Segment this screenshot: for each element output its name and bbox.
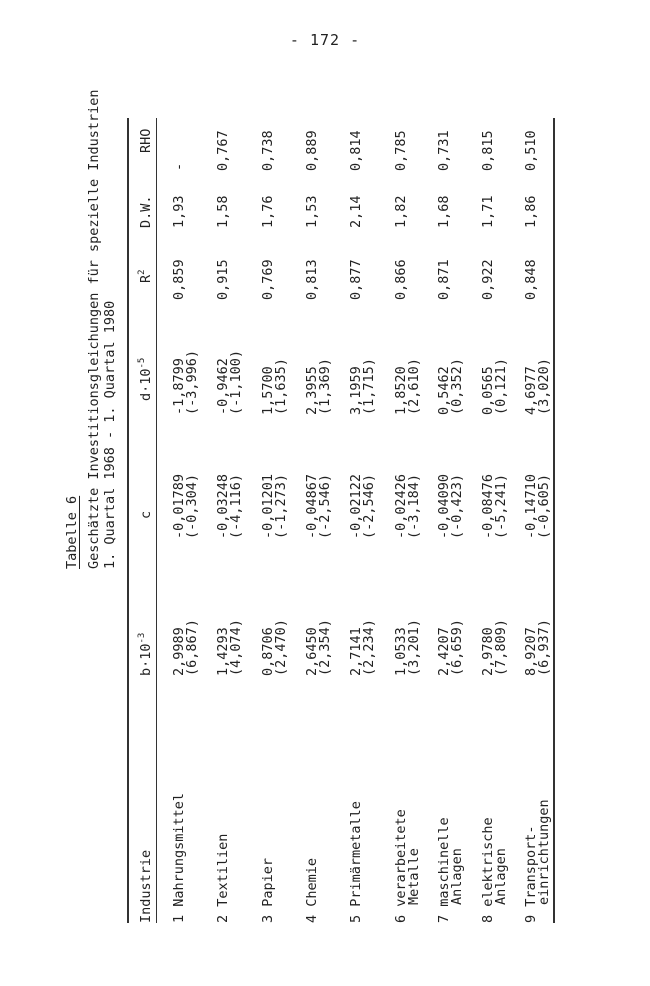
cell-r2: 0,866 <box>393 259 409 300</box>
cell-r2: 0,877 <box>348 259 364 300</box>
cell-d: 0,5462 <box>436 366 452 415</box>
cell-dw: 1,76 <box>260 195 276 228</box>
cell-c: -0,04090 <box>436 473 452 539</box>
industry-name: 7 maschinelle <box>436 817 452 923</box>
cell-c-t-value: (-1,273) <box>273 473 289 539</box>
cell-c-t-value: (-0,423) <box>449 473 465 539</box>
cell-d: 3,1959 <box>348 366 364 415</box>
cell-c: -0,01201 <box>260 473 276 539</box>
cell-c-t-value: (-5,241) <box>493 473 509 539</box>
cell-d: 1,5700 <box>260 366 276 415</box>
industry-name: 8 elektrische <box>480 817 496 923</box>
page-number: - 172 - <box>289 31 361 49</box>
cell-rho: - <box>171 162 187 171</box>
rotated-table-block <box>66 88 561 923</box>
header-r2: $R^2$ <box>137 269 154 283</box>
cell-b: 2,9780 <box>480 627 496 676</box>
industry-name: 6 verarbeitete <box>393 809 409 923</box>
cell-rho: 0,731 <box>436 130 452 171</box>
cell-b: 2,4207 <box>436 627 452 676</box>
cell-b-t-value: (6,659) <box>449 619 465 676</box>
cell-d: -0,9462 <box>215 358 231 415</box>
cell-r2: 0,859 <box>171 259 187 300</box>
header-industrie: Industrie <box>138 849 154 923</box>
cell-dw: 1,86 <box>523 195 539 228</box>
industry-name: 3 Papier <box>260 857 276 923</box>
cell-r2: 0,769 <box>260 259 276 300</box>
cell-d-t-value: (0,121) <box>493 358 509 415</box>
industry-name: 2 Textilien <box>215 833 231 923</box>
industry-name: 5 Primärmetalle <box>348 801 364 923</box>
cell-rho: 0,510 <box>523 130 539 171</box>
industry-name: 1 Nahrungsmittel <box>171 792 187 923</box>
cell-b-t-value: (6,937) <box>536 619 552 676</box>
cell-d: 2,3955 <box>304 366 320 415</box>
industry-name-continued: Anlagen <box>493 848 509 905</box>
cell-d: 4,6977 <box>523 366 539 415</box>
cell-c: -0,01789 <box>171 473 187 539</box>
cell-r2: 0,922 <box>480 259 496 300</box>
cell-d-t-value: (3,020) <box>536 358 552 415</box>
cell-b: 2,9989 <box>171 627 187 676</box>
table-bottom-rule <box>553 118 555 923</box>
cell-d-t-value: (2,610) <box>406 358 422 415</box>
cell-b-t-value: (7,809) <box>493 619 509 676</box>
cell-rho: 0,815 <box>480 130 496 171</box>
cell-b: 1,0533 <box>393 627 409 676</box>
cell-b-t-value: (2,470) <box>273 619 289 676</box>
cell-c: -0,14710 <box>523 473 539 539</box>
cell-c-t-value: (-0,605) <box>536 473 552 539</box>
cell-d: -1,8799 <box>171 358 187 415</box>
table-caption-line-2: 1. Quartal 1968 - 1. Quartal 1980 <box>102 300 118 569</box>
cell-b-t-value: (2,234) <box>361 619 377 676</box>
cell-rho: 0,889 <box>304 130 320 171</box>
industry-name-continued: Anlagen <box>449 848 465 905</box>
industry-name-continued: einrichtungen <box>536 799 552 905</box>
cell-b: 8,9207 <box>523 627 539 676</box>
cell-c-t-value: (-2,546) <box>317 473 333 539</box>
header-b: $b\cdot 10^{-3}$ <box>137 632 154 676</box>
cell-d-t-value: (1,635) <box>273 358 289 415</box>
table-caption-line-1: Geschätzte Investitionsgleichungen für spezielle Industrien <box>86 89 102 569</box>
cell-c-t-value: (-4,116) <box>228 473 244 539</box>
cell-dw: 1,58 <box>215 195 231 228</box>
cell-c: -0,02122 <box>348 473 364 539</box>
cell-r2: 0,915 <box>215 259 231 300</box>
cell-b-t-value: (3,201) <box>406 619 422 676</box>
cell-b: 2,6450 <box>304 627 320 676</box>
cell-b-t-value: (6,867) <box>184 619 200 676</box>
cell-d: 1,8520 <box>393 366 409 415</box>
cell-c-t-value: (-2,546) <box>361 473 377 539</box>
header-c: c <box>138 510 154 519</box>
cell-rho: 0,738 <box>260 130 276 171</box>
cell-dw: 1,82 <box>393 195 409 228</box>
cell-rho: 0,814 <box>348 130 364 171</box>
cell-b: 0,8706 <box>260 627 276 676</box>
cell-b-t-value: (2,354) <box>317 619 333 676</box>
cell-c: -0,03248 <box>215 473 231 539</box>
industry-name-continued: Metalle <box>406 848 422 905</box>
cell-dw: 1,68 <box>436 195 452 228</box>
header-dw: D.W. <box>138 195 154 228</box>
table-title: Tabelle 6 <box>64 495 80 569</box>
cell-d: 0,0565 <box>480 366 496 415</box>
cell-rho: 0,767 <box>215 130 231 171</box>
cell-c: -0,04867 <box>304 473 320 539</box>
cell-dw: 1,93 <box>171 195 187 228</box>
cell-c-t-value: (-0,304) <box>184 473 200 539</box>
cell-d-t-value: (-3,996) <box>184 349 200 415</box>
table-header-rule <box>156 118 157 923</box>
cell-c-t-value: (-3,184) <box>406 473 422 539</box>
industry-name: 9 Transport- <box>523 825 539 923</box>
cell-d-t-value: (1,715) <box>361 358 377 415</box>
header-rho: RHO <box>138 128 154 153</box>
cell-c: -0,02426 <box>393 473 409 539</box>
cell-d-t-value: (0,352) <box>449 358 465 415</box>
industry-name: 4 Chemie <box>304 857 320 923</box>
cell-r2: 0,871 <box>436 259 452 300</box>
cell-rho: 0,785 <box>393 130 409 171</box>
cell-d-t-value: (-1,100) <box>228 349 244 415</box>
cell-b: 2,7141 <box>348 627 364 676</box>
cell-d-t-value: (1,369) <box>317 358 333 415</box>
cell-b-t-value: (4,074) <box>228 619 244 676</box>
cell-dw: 2,14 <box>348 195 364 228</box>
cell-r2: 0,848 <box>523 259 539 300</box>
cell-dw: 1,53 <box>304 195 320 228</box>
table-top-rule <box>127 118 129 923</box>
cell-dw: 1,71 <box>480 195 496 228</box>
cell-b: 1,4293 <box>215 627 231 676</box>
cell-r2: 0,813 <box>304 259 320 300</box>
header-d: $d\cdot 10^{-5}$ <box>137 357 154 401</box>
cell-c: -0,08476 <box>480 473 496 539</box>
